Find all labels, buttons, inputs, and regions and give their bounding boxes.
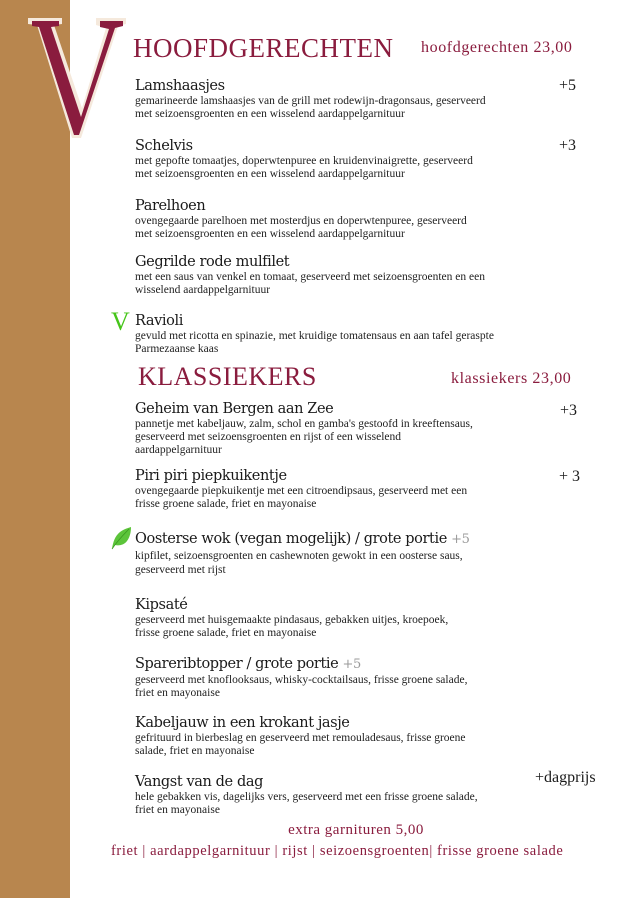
extra-sides-title: extra garnituren 5,00 — [288, 822, 424, 838]
item-description: ovengegaarde parelhoen met mosterdjus en doperwtenpuree, geserveerd met seizoensgroenten en een wisselend aardappelgarnituur — [135, 215, 467, 240]
restaurant-logo-v-icon — [26, 12, 128, 140]
item-name: Ravioli — [135, 313, 183, 329]
section-price-klassiekers: klassiekers 23,00 — [451, 370, 572, 387]
menu-item-piri-piri-piepkuikentje — [135, 467, 535, 511]
item-supplement: +3 — [559, 137, 577, 154]
menu-item-gegrilde-rode-mulfilet — [135, 253, 535, 297]
item-description: kipfilet, seizoensgroenten en cashewnoten gewokt in een oosterse saus, geserveerd met rijst — [135, 550, 463, 576]
item-description: gemarineerde lamshaasjes van de grill met rodewijn-dragonsaus, geserveerd met seizoensgroenten en een wisselend aardappelgarnituur — [135, 95, 486, 120]
item-name: Vangst van de dag — [135, 774, 263, 790]
menu-item-ravioli — [135, 312, 535, 356]
item-name: Lamshaasjes — [135, 78, 225, 94]
vegan-leaf-icon — [110, 526, 132, 550]
item-name: Parelhoen — [135, 198, 206, 214]
item-description: gevuld met ricotta en spinazie, met kruidige tomatensaus en aan tafel geraspte Parmezaanse kaas — [135, 330, 494, 355]
item-name: Oosterse wok (vegan mogelijk) / grote portie +5 — [135, 531, 470, 547]
item-name: Gegrilde rode mulfilet — [135, 254, 290, 270]
menu-item-parelhoen — [135, 197, 535, 241]
section-price-hoofdgerechten: hoofdgerechten 23,00 — [421, 39, 573, 56]
item-description: geserveerd met huisgemaakte pindasaus, gebakken uitjes, kroepoek, frisse groene salade, friet en mayonaise — [135, 614, 449, 639]
menu-item-geheim-van-bergen-aan-zee — [135, 400, 535, 457]
item-inline-supplement: +5 — [451, 532, 470, 547]
item-name: Kipsaté — [135, 597, 188, 613]
item-description: geserveerd met knoflooksaus, whisky-cocktailsaus, frisse groene salade, friet en mayonaise — [135, 674, 468, 699]
vegetarian-v-icon: V — [111, 307, 130, 336]
section-title-klassiekers: KLASSIEKERS — [138, 362, 317, 391]
menu-item-oosterse-wok — [135, 530, 575, 577]
menu-item-kabeljauw-krokant-jasje — [135, 714, 535, 758]
item-name: Kabeljauw in een krokant jasje — [135, 715, 350, 731]
item-name: Piri piri piepkuikentje — [135, 468, 287, 484]
item-name: Geheim van Bergen aan Zee — [135, 401, 334, 417]
extra-sides-list: friet | aardappelgarnituur | rijst | seizoensgroenten| frisse groene salade — [111, 843, 564, 859]
item-description: met gepofte tomaatjes, doperwtenpuree en kruidenvinaigrette, geserveerd met seizoensgroenten en een wisselend aardappelgarnituur — [135, 155, 473, 180]
item-name: Schelvis — [135, 138, 193, 154]
item-supplement: +3 — [560, 402, 578, 419]
item-name: Spareribtopper / grote portie +5 — [135, 656, 361, 672]
menu-item-vangst-van-de-dag — [135, 773, 535, 817]
item-supplement: + 3 — [559, 468, 581, 485]
item-supplement: +5 — [559, 77, 577, 94]
menu-item-schelvis — [135, 137, 535, 181]
item-description: met een saus van venkel en tomaat, geserveerd met seizoensgroenten en een wisselend aardappelgarnituur — [135, 271, 485, 296]
menu-item-lamshaasjes — [135, 77, 535, 121]
menu-item-kipsate — [135, 596, 535, 640]
item-description: pannetje met kabeljauw, zalm, schol en gamba's gestoofd in kreeftensaus, geserveerd met seizoensgroenten en rijst of een wisselend aardappelgarnituur — [135, 418, 473, 456]
item-description: hele gebakken vis, dagelijks vers, geserveerd met een frisse groene salade, friet en mayonaise — [135, 791, 478, 816]
section-title-hoofdgerechten: HOOFDGERECHTEN — [133, 33, 394, 63]
item-description: ovengegaarde piepkuikentje met een citroendipsaus, geserveerd met een frisse groene salade, friet en mayonaise — [135, 485, 468, 510]
item-supplement: +dagprijs — [535, 769, 596, 786]
item-description: gefrituurd in bierbeslag en geserveerd met remouladesaus, frisse groene salade, friet en mayonaise — [135, 732, 466, 757]
menu-item-spareribtopper — [135, 655, 535, 700]
item-inline-supplement: +5 — [342, 657, 361, 672]
